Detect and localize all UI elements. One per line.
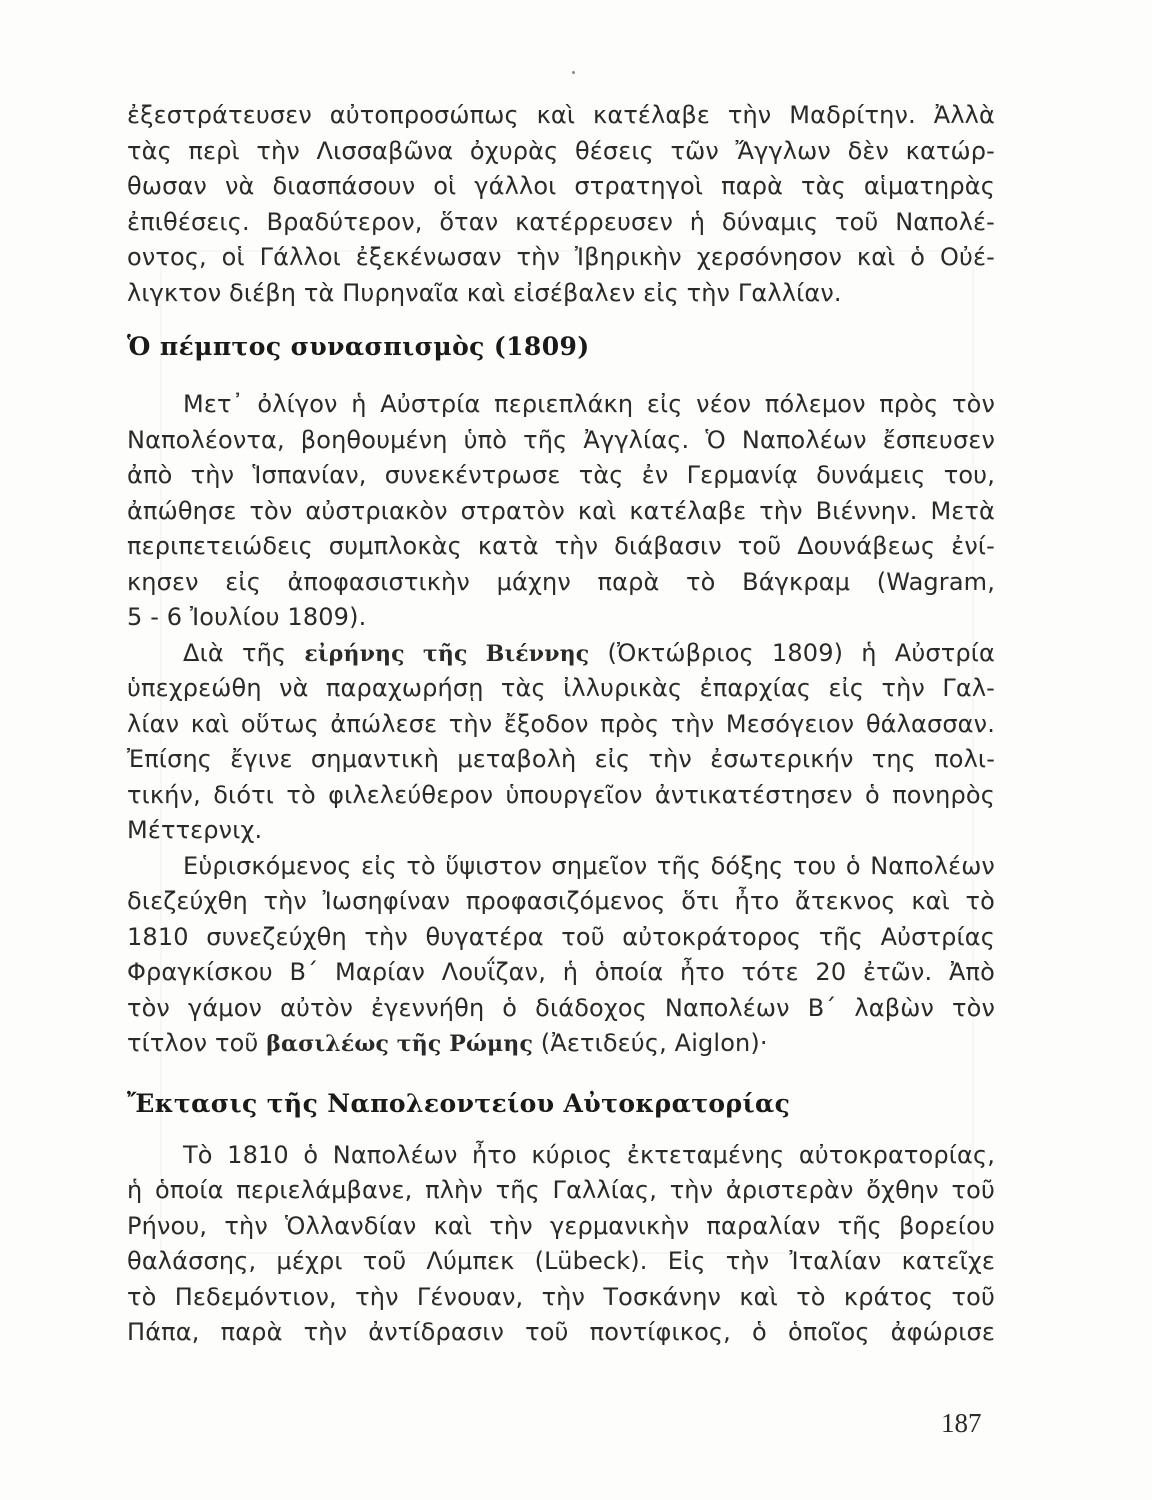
page-number: 187 <box>941 1408 982 1438</box>
text-line: οντος, οἱ Γάλλοι ἐξεκένωσαν τὴν Ἰβηρικὴν χερσόνησον καὶ ὁ Οὐέ- <box>127 243 995 271</box>
paragraph-1 <box>127 98 995 311</box>
text-line: Φραγκίσκου Β΄ Μαρίαν Λουΐζαν, ἡ ὁποία ἦτο τότε 20 ἐτῶν. Ἀπὸ <box>127 958 995 986</box>
text-line: τὸ Πεδεμόντιον, τὴν Γένουαν, τὴν Τοσκάνην καὶ τὸ κράτος τοῦ <box>127 1282 995 1311</box>
text-line: ἐπιθέσεις. Βραδύτερον, ὅταν κατέρρευσεν ἡ δύναμις τοῦ Ναπολέ- <box>127 207 995 236</box>
text-run: τίτλον τοῦ <box>127 1029 267 1057</box>
text-run: (Ἀετιδεύς, Aiglon)· <box>533 1029 768 1057</box>
text-run: Διὰ τῆς <box>183 638 305 667</box>
text-line: 1810 συνεζεύχθη τὴν θυγατέρα τοῦ αὐτοκράτορος τῆς Αὐστρίας <box>127 922 995 951</box>
text-line: λίαν καὶ οὕτως ἀπώλεσε τὴν ἔξοδον πρὸς τὴν Μεσόγειον θάλασσαν. <box>127 709 995 738</box>
section-heading-empire-extent: Ἔκτασις τῆς Ναπολεοντείου Αὐτοκρατορίας <box>127 1088 791 1118</box>
text-line: Εὑρισκόμενος εἰς τὸ ὕψιστον σημεῖον τῆς δόξης του ὁ Ναπολέων <box>183 851 995 880</box>
text-line: τικήν, διότι τὸ φιλελεύθερον ὑπουργεῖον ἀντικατέστησεν ὁ πονηρὸς <box>127 780 995 809</box>
text-line: θαλάσσης, μέχρι τοῦ Λύμπεκ (Lübeck). Εἰς τὴν Ἰταλίαν κατεῖχε <box>127 1247 995 1275</box>
bold-term-peace-of-vienna: εἰρήνης τῆς Βιέννης <box>304 640 590 667</box>
text-line: ἀπώθησε τὸν αὐστριακὸν στρατὸν καὶ κατέλαβε τὴν Βιέννην. Μετὰ <box>127 496 995 525</box>
text-run: (Ὀκτώβριος 1809) ἡ Αὐστρία <box>589 638 995 667</box>
text-line: ἐξεστράτευσεν αὐτοπροσώπως καὶ κατέλαβε τὴν Μαδρίτην. Ἀλλὰ <box>127 101 995 129</box>
text-line <box>127 636 995 672</box>
text-line: κησεν εἰς ἀποφασιστικὴν μάχην παρὰ τὸ Βάγκραμ (Wagram, <box>127 567 995 596</box>
text-line: Ναπολέοντα, βοηθουμένη ὑπὸ τῆς Ἀγγλίας. Ὁ Ναπολέων ἔσπευσεν <box>127 425 995 454</box>
text-line: λιγκτον διέβη τὰ Πυρηναῖα καὶ εἰσέβαλεν εἰς τὴν Γαλλίαν. <box>127 278 842 307</box>
paragraph-4 <box>127 849 995 1062</box>
text-line: 5 - 6 Ἰουλίου 1809). <box>127 603 367 631</box>
text-line: Τὸ 1810 ὁ Ναπολέων ἦτο κύριος ἐκτεταμένης αὐτοκρατορίας, <box>183 1140 995 1169</box>
text-line: περιπετειώδεις συμπλοκὰς κατὰ τὴν διάβασιν τοῦ Δουνάβεως ἐνί- <box>127 532 995 560</box>
text-line: Μέττερνιχ. <box>127 816 263 844</box>
page-body <box>127 98 995 1351</box>
text-line: τὰς περὶ τὴν Λισσαβῶνα ὀχυρὰς θέσεις τῶν Ἄγγλων δὲν κατώρ- <box>127 136 995 165</box>
text-line: Ρήνου, τὴν Ὁλλανδίαν καὶ τὴν γερμανικὴν παραλίαν τῆς βορείου <box>127 1211 995 1240</box>
text-line: ἀπὸ τὴν Ἱσπανίαν, συνεκέντρωσε τὰς ἐν Γερμανίᾳ δυνάμεις του, <box>127 461 995 489</box>
text-line: Ἐπίσης ἔγινε σημαντικὴ μεταβολὴ εἰς τὴν ἐσωτερικήν της πολι- <box>127 745 995 773</box>
text-line: ὑπεχρεώθη νὰ παραχωρήσῃ τὰς ἰλλυρικὰς ἐπαρχίας εἰς τὴν Γαλ- <box>127 674 995 702</box>
text-line: θωσαν νὰ διασπάσουν οἱ γάλλοι στρατηγοὶ παρὰ τὰς αἱματηρὰς <box>127 172 995 200</box>
text-line: ἡ ὁποία περιελάμβανε, πλὴν τῆς Γαλλίας, τὴν ἀριστερὰν ὄχθην τοῦ <box>127 1176 995 1204</box>
paragraph-2 <box>127 387 995 636</box>
speck-mark <box>572 71 575 74</box>
section-heading-fifth-coalition: Ὁ πέμπτος συνασπισμὸς (1809) <box>127 332 590 361</box>
paragraph-5 <box>127 1138 995 1351</box>
text-line: διεζεύχθη τὴν Ἰωσηφίναν προφασιζόμενος ὅτι ἦτο ἄτεκνος καὶ τὸ <box>127 887 995 915</box>
text-line: Πάπα, παρὰ τὴν ἀντίδρασιν τοῦ ποντίφικος, ὁ ὁποῖος ἀφώρισε <box>127 1318 995 1346</box>
text-line: τὸν γάμον αὐτὸν ἐγεννήθη ὁ διάδοχος Ναπολέων Β΄ λαβὼν τὸν <box>127 993 995 1022</box>
text-line: Μετ᾽ ὀλίγον ἡ Αὐστρία περιεπλάκη εἰς νέον πόλεμον πρὸς τὸν <box>183 390 995 418</box>
paragraph-3 <box>127 636 995 849</box>
bold-term-king-of-rome: βασιλέως τῆς Ρώμης <box>266 1031 533 1057</box>
text-line <box>127 1026 995 1062</box>
